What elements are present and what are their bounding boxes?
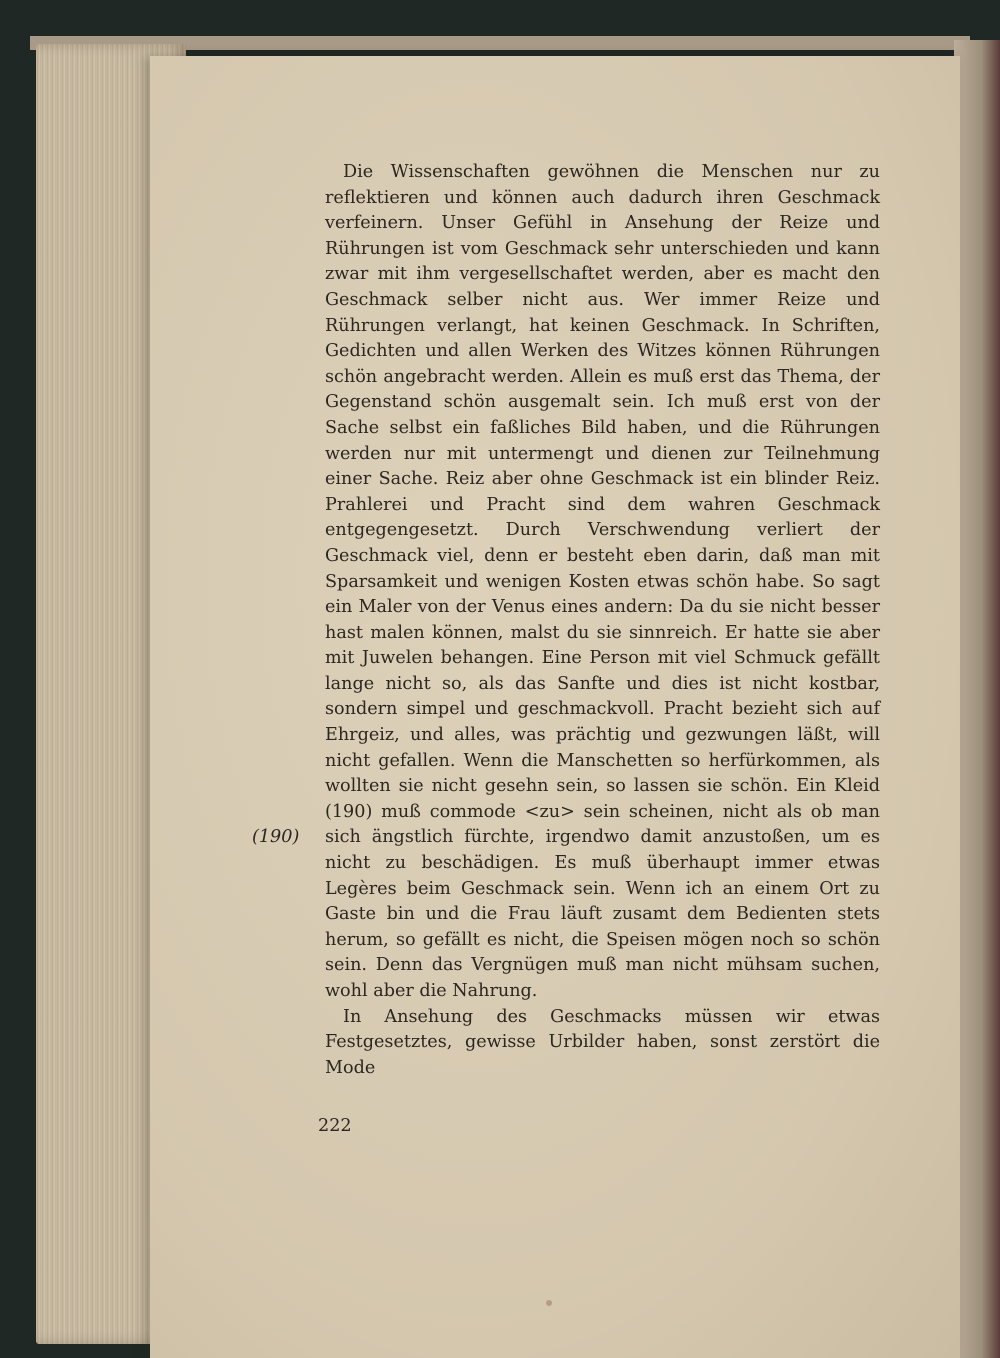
paper-speck [546, 1300, 552, 1306]
body-text [325, 160, 880, 1081]
book-cover-right [954, 40, 1000, 1358]
paragraph: In Ansehung des Geschmacks müssen wir etwas Festgesetztes, gewisse Urbilder haben, sonst zerstört die Mode [325, 1006, 880, 1078]
margin-note-number: (190) [252, 827, 300, 847]
paragraph: Die Wissenschaften gewöhnen die Menschen nur zu reflektieren und können auch dadurch ihren Geschmack verfeinern. Unser Gefühl in Ansehung der Reize und Rührungen ist vom Geschmack sehr unterschieden und kann zwar mit ihm vergesellschaftet werden, aber es macht den Geschmack selber nicht aus. Wer immer Reize und Rührungen verlangt, hat keinen Geschmack. In Schriften, Gedichten und allen Werken des Witzes können Rührungen schön angebracht werden. Allein es muß erst das Thema, der Gegenstand schön ausgemalt sein. Ich muß erst von der Sache selbst ein faßliches Bild haben, und die Rührungen werden nur mit untermengt und dienen zur Teilnehmung einer Sache. Reiz aber ohne Geschmack ist ein blinder Reiz. Prahlerei und Pracht sind dem wahren Geschmack entgegengesetzt. Durch Verschwendung verliert der Geschmack viel, denn er besteht eben darin, daß man mit Sparsamkeit und wenigen Kosten etwas schön habe. So sagt ein Maler von der Venus eines andern: Da du sie nicht besser hast malen können, malst du sie sinnreich. Er hatte sie aber mit Juwelen behangen. Eine Person mit viel Schmuck gefällt lange nicht so, als das Sanfte und dies ist nicht kostbar, sondern simpel und geschmackvoll. Pracht bezieht sich auf Ehrgeiz, und alles, was prächtig und gezwungen läßt, will nicht gefallen. Wenn die Manschetten so herfürkommen, als wollten sie nicht gesehn sein, so lassen sie schön. Ein Kleid (190) muß commode <zu> sein scheinen, nicht als ob man sich ängstlich fürchte, irgendwo damit anzustoßen, um es nicht zu beschädigen. Es muß überhaupt immer etwas Legères beim Geschmack sein. Wenn ich an einem Ort zu Gaste bin und die Frau läuft zusamt dem Bedienten stets herum, so gefällt es nicht, die Speisen mögen noch so schön sein. Denn das Vergnügen muß man nicht mühsam suchen, wohl aber die Nahrung. [325, 162, 880, 1001]
page-number: 222 [318, 1116, 352, 1136]
book-page [150, 56, 960, 1358]
